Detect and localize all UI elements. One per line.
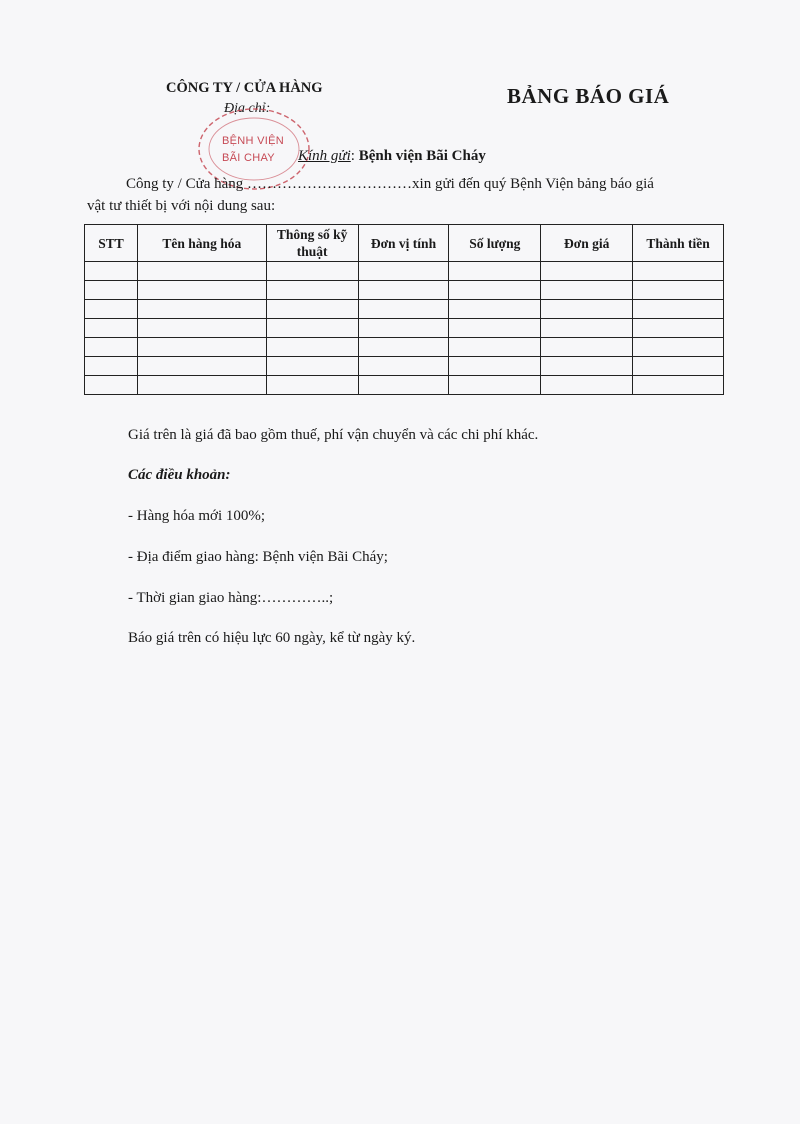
table-cell <box>358 319 449 338</box>
intro-line-2: vật tư thiết bị với nội dung sau: <box>87 198 276 214</box>
table-cell <box>449 319 541 338</box>
table-cell <box>449 262 541 281</box>
table-cell <box>85 338 138 357</box>
term-item: - Địa điểm giao hàng: Bệnh viện Bãi Cháy; <box>128 549 388 565</box>
price-note: Giá trên là giá đã bao gồm thuế, phí vận chuyển và các chi phí khác. <box>128 427 539 443</box>
table-cell <box>85 281 138 300</box>
table-row <box>85 281 724 300</box>
salutation-recipient: Bệnh viện Bãi Cháy <box>358 148 486 164</box>
table-cell <box>541 338 633 357</box>
table-cell <box>266 300 358 319</box>
table-cell <box>449 338 541 357</box>
table-cell <box>358 281 449 300</box>
table-cell <box>633 319 724 338</box>
table-cell <box>358 376 449 395</box>
table-cell <box>633 338 724 357</box>
salutation-label: Kính gửi <box>298 148 351 164</box>
table-cell <box>85 262 138 281</box>
terms-title: Các điều khoản: <box>128 467 231 483</box>
table-cell <box>633 376 724 395</box>
col-header-unit-price: Đơn giá <box>541 225 633 262</box>
table-cell <box>633 300 724 319</box>
address-label: Địa chỉ: <box>224 101 271 116</box>
table-cell <box>266 357 358 376</box>
table-cell <box>541 300 633 319</box>
table-cell <box>358 262 449 281</box>
table-cell <box>541 281 633 300</box>
table-cell <box>541 357 633 376</box>
table-cell <box>85 319 138 338</box>
table-cell <box>633 281 724 300</box>
table-cell <box>633 357 724 376</box>
stamp-text-line2: BÃI CHAY <box>222 152 275 164</box>
table-cell <box>137 376 266 395</box>
term-item: - Hàng hóa mới 100%; <box>128 508 266 524</box>
table-header-row <box>85 225 724 262</box>
stamp-text-line1: BỆNH VIỆN <box>222 135 284 147</box>
table-body <box>85 262 724 395</box>
table-row <box>85 300 724 319</box>
table-cell <box>449 376 541 395</box>
table-cell <box>358 300 449 319</box>
table-cell <box>266 281 358 300</box>
table-cell <box>449 281 541 300</box>
col-header-quantity: Số lượng <box>449 225 541 262</box>
table-cell <box>449 300 541 319</box>
table-cell <box>85 357 138 376</box>
table-cell <box>541 319 633 338</box>
salutation <box>298 148 486 165</box>
table-cell <box>137 338 266 357</box>
salutation-colon: : <box>350 148 359 164</box>
table-row <box>85 357 724 376</box>
table-cell <box>358 338 449 357</box>
col-header-total: Thành tiền <box>633 225 724 262</box>
table-cell <box>541 262 633 281</box>
table-cell <box>85 300 138 319</box>
table-cell <box>266 262 358 281</box>
intro-line-1: Công ty / Cửa hàng ……………………………xin gửi đến quý Bệnh Viện bảng báo giá <box>126 176 654 192</box>
document-title: BẢNG BÁO GIÁ <box>507 84 670 108</box>
table-row <box>85 262 724 281</box>
table-cell <box>137 300 266 319</box>
table-cell <box>541 376 633 395</box>
table-row <box>85 319 724 338</box>
col-header-unit: Đơn vị tính <box>358 225 449 262</box>
validity-note: Báo giá trên có hiệu lực 60 ngày, kể từ ngày ký. <box>128 630 416 646</box>
table-cell <box>266 319 358 338</box>
table-cell <box>137 319 266 338</box>
table-cell <box>85 376 138 395</box>
table-cell <box>137 262 266 281</box>
quotation-table <box>84 224 724 395</box>
col-header-stt: STT <box>85 225 138 262</box>
term-item: - Thời gian giao hàng:…………..; <box>128 590 334 606</box>
table-cell <box>137 281 266 300</box>
table-cell <box>633 262 724 281</box>
table-cell <box>358 357 449 376</box>
table-row <box>85 376 724 395</box>
table-cell <box>266 338 358 357</box>
table-cell <box>266 376 358 395</box>
col-header-specs: Thông số kỹ thuật <box>266 225 358 262</box>
company-name: CÔNG TY / CỬA HÀNG <box>166 80 323 96</box>
table-cell <box>449 357 541 376</box>
table-cell <box>137 357 266 376</box>
col-header-item-name: Tên hàng hóa <box>137 225 266 262</box>
table-row <box>85 338 724 357</box>
